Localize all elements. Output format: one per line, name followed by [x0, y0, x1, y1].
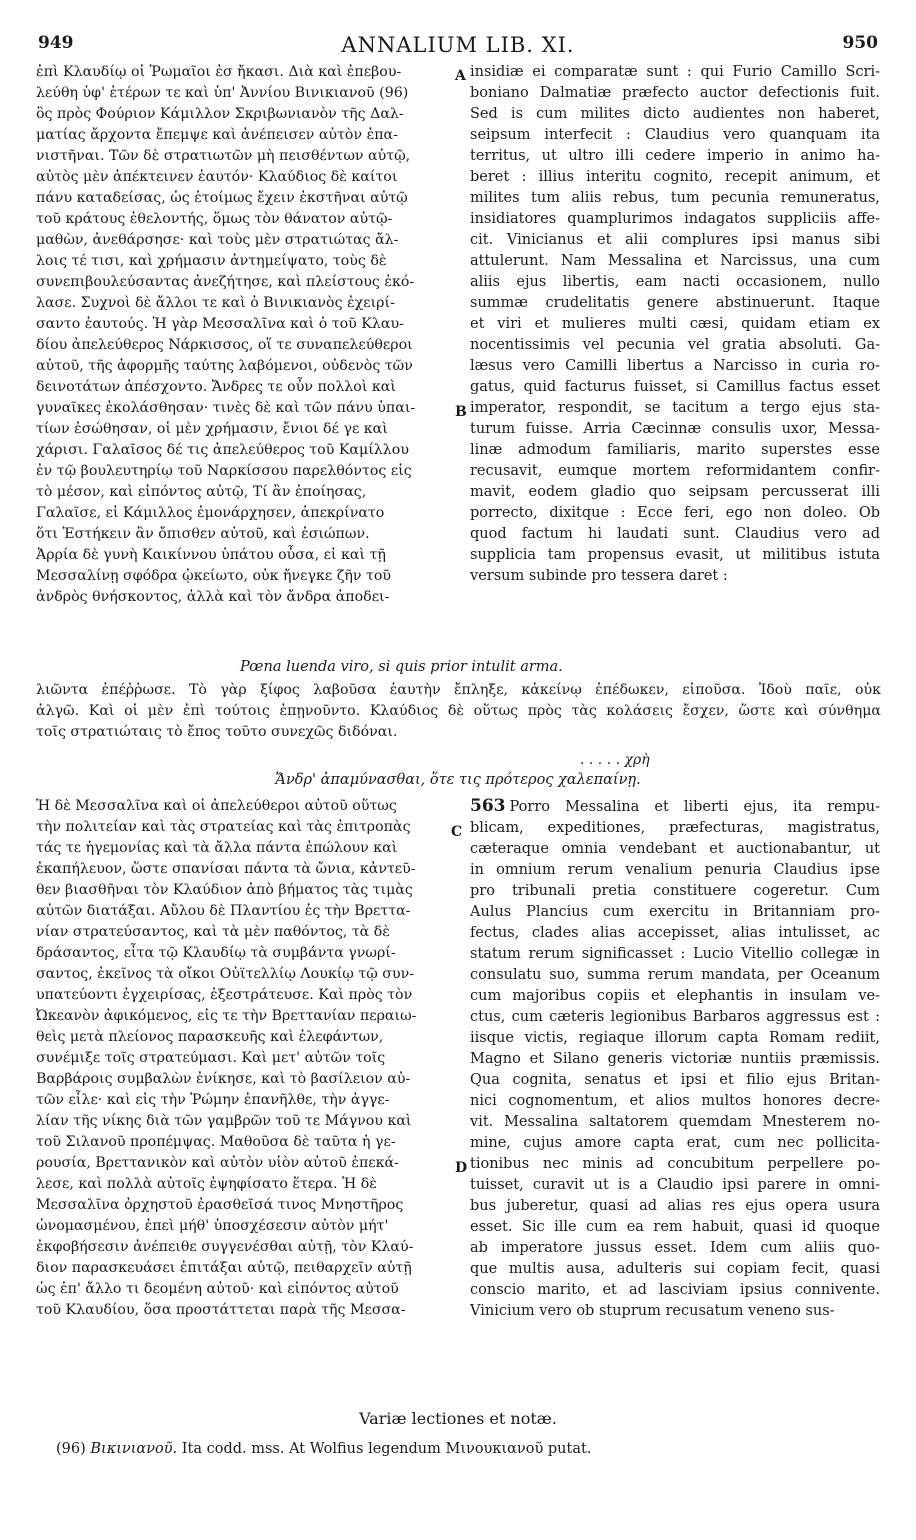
greek-text-line: τὴν πολιτείαν καὶ τὰς στρατείας καὶ τὰς ἐπιτροπὰς [36, 819, 411, 835]
latin-text-line: Sed is cum milites dicto audientes non haberet, [470, 106, 880, 122]
latin-text-line: beret : illius interitu cognito, recepit animum, et [470, 169, 880, 185]
latin-text-line: nici cognomentum, et alios multos honores decre- [470, 1093, 880, 1109]
page-number-right: 950 [842, 33, 878, 53]
greek-text-line: ὡς ἐπ' ἄλλο τι δεομένη αὐτοῦ· καὶ εἰπόντος αὐτοῦ [36, 1281, 399, 1297]
greek-text-line: λίαν τῆς νίκης διὰ τῶν γαμβρῶν τοῦ τε Μάγνου καὶ [36, 1113, 412, 1129]
latin-text-line: summæ crudelitatis genere abstinuerunt. Itaque [470, 295, 880, 311]
greek-text-line: ἐπὶ Κλαυδίῳ οἱ Ῥωμαῖοι ἐσ ἤκασι. Διὰ καὶ ἐπεβου- [36, 64, 402, 80]
note-96 [56, 1441, 591, 1457]
note-number: (96) [56, 1441, 86, 1457]
latin-text-line: recusavit, eumque mortem reformidantem confir- [470, 463, 880, 479]
latin-text-line: territus, ut ultro illi cedere imperio in animo ha- [470, 148, 880, 164]
greek-text-line: ὠνομασμένου, ἐπεὶ μήθ' ὑποσχέσεσιν αὐτὸν μήτ' [36, 1218, 389, 1234]
latin-text-line: insidiæ ei comparatæ sunt : qui Furio Camillo Scri- [470, 64, 880, 80]
greek-verse: Ἄνδρ' ἀπαμύνασθαι, ὅτε τις πρότερος χαλεπαίνῃ. [275, 772, 641, 788]
latin-text-line: nocentissimis vel pecunia vel gratia absoluti. Ga- [470, 337, 880, 353]
latin-text-line: et viri et mulieres multi cæsi, quidam etiam ex [470, 316, 880, 332]
note-word: Βικινιανοῦ. [90, 1441, 178, 1457]
latin-text-line: Qua cognita, senatus et ipsi et filio ejus Britan- [470, 1072, 880, 1088]
greek-text-line: ἐν τῷ βουλευτηρίῳ τοῦ Ναρκίσσου παρελθόντος εἰς [36, 463, 412, 479]
running-header [28, 33, 888, 55]
latin-text-line: tionibus nec minis ad concubitum perpellere po- [470, 1156, 880, 1172]
greek-text-line: μαθὼν, ἀνεθάρσησε· καὶ τοὺς μὲν στρατιώτας ἄλ- [36, 232, 399, 248]
margin-letter-a: A [455, 68, 466, 84]
latin-text-line: iisque victis, regiaque illorum capta Romam rediit, [470, 1030, 880, 1046]
latin-text-line: bus juberetur, quasi ad alias res ejus opera usura [470, 1198, 880, 1214]
greek-text-line: λιῶντα ἐπέῤῥωσε. Τὸ γὰρ ξίφος λαβοῦσα ἑαυτὴν ἔπληξε, κἀκείνῳ ἐπέδωκεν, εἰποῦσα. Ἰδοὺ παῖε, οὐκ [36, 682, 881, 698]
latin-text-line: in omnium rerum venalium penuria Claudius ipse [470, 862, 880, 878]
greek-text-line: ὅτι Ἐστήκειν ἂν ὄπισθεν αὐτοῦ, καὶ ἐσιώπων. [36, 526, 370, 542]
greek-text-line: ἐκφοβήσεσιν ἀνέπειθε συγγενέσθαι αὐτῇ, τὸν Κλαύ- [36, 1239, 414, 1255]
greek-column-bottom [36, 796, 458, 1321]
latin-text-line: Magno et Silano generis victoriæ nuntiis præmissis. [470, 1051, 880, 1067]
latin-text-line: turum fuisse. Arria Cæcinnæ consulis uxor, Messa- [470, 421, 880, 437]
greek-text-line: τοῦ κράτους ἐθελοντής, ὅμως τὸν θάνατον αὐτῷ- [36, 211, 393, 227]
greek-text-line: θεν βιασθῆναι τὸν Κλαύδιον ἀπὸ βήματος τὰς τιμὰς [36, 882, 413, 898]
greek-text-line: τῶν εἷλε· καὶ εἰς τὴν Ῥώμην ἐπανῆλθε, τὴν ἀγγε- [36, 1092, 390, 1108]
latin-text-line: vit. Messalina saltatorem quemdam Mnesterem no- [470, 1114, 880, 1130]
latin-text-line: Vinicium vero ob stuprum recusatum veneno sus- [470, 1303, 835, 1319]
greek-text-line: ὃς πρὸς Φούριον Κάμιλλον Σκριβωνιανὸν τῆς Δαλ- [36, 106, 404, 122]
latin-text-line: aliis ejus libertis, eam nacti occasionem, nullo [470, 274, 880, 290]
latin-text-line: quod factum hi laudati sunt. Claudius vero ad [470, 526, 880, 542]
latin-text-span: Porro Messalina et liberti ejus, ita rempu- [509, 799, 880, 815]
greek-verse-prefix: . . . . . χρὴ [580, 752, 650, 768]
greek-text-line: διον παρασκευάσει ἐπιτάξαι αὐτῷ, πειθαρχεῖν αὐτῇ [36, 1260, 412, 1276]
latin-column-bottom [470, 796, 880, 1322]
greek-text-line: τοῦ Κλαυδίου, ὅσα προστάττεται παρὰ τῆς Μεσσα- [36, 1302, 406, 1318]
greek-full-width-paragraph [36, 680, 881, 743]
greek-text-line: δράσαντος, εἶτα τῷ Κλαυδίῳ τὰ συμβάντα γνωρί- [36, 945, 396, 961]
latin-text-line: pro tribunali pretia constituere cogeretur. Cum [470, 883, 880, 899]
greek-text-line: λασε. Συχνοὶ δὲ ἄλλοι τε καὶ ὁ Βινικιανὸς ἐχειρί- [36, 295, 395, 311]
latin-text-line [470, 796, 880, 818]
page-number-left: 949 [38, 33, 74, 53]
latin-text-line: conscio marito, et ad lasciviam ipsius connivente. [470, 1282, 880, 1298]
greek-text-line: Βαρβάροις συμβαλὼν ἐνίκησε, καὶ τὸ βασίλειον αὐ- [36, 1071, 411, 1087]
greek-column-top [36, 62, 458, 608]
margin-letter-d: D [455, 1160, 468, 1176]
latin-text-line: imperator, respondit, se tacitum a tergo ejus sta- [470, 400, 880, 416]
latin-text-line: boniano Dalmatiæ præfecto auctor defectionis fuit. [470, 85, 880, 101]
latin-text-line: linæ admodum familiaris, marito superstes esse [470, 442, 880, 458]
latin-text-line: gatus, quid facturus fuisset, si Camillus factus esset [470, 379, 880, 395]
greek-text-line: νιστῆναι. Τῶν δὲ στρατιωτῶν μὴ πεισθέντων αὐτῷ, [36, 148, 411, 164]
greek-text-line: Ἡ δὲ Μεσσαλῖνα καὶ οἱ ἀπελεύθεροι αὐτοῦ οὕτως [36, 798, 397, 814]
greek-text-line: λοις τέ τισι, καὶ χρήμασιν ἀντημείψατο, τοὺς δὲ [36, 253, 387, 269]
note-text: Ita codd. mss. At Wolfius legendum Μινουκιανοῦ putat. [181, 1441, 592, 1457]
greek-text-line: αὐτῶν διατάξαι. Αὔλου δὲ Πλαντίου ἐς τὴν Βρεττα- [36, 903, 411, 919]
greek-text-line: νίαν στρατεύσαντος, καὶ τὰ μὲν παθόντος, τὰ δὲ [36, 924, 390, 940]
greek-text-line: σαντο ἑαυτούς. Ἡ γὰρ Μεσσαλῖνα καὶ ὁ τοῦ Κλαυ- [36, 316, 404, 332]
latin-text-line: versum subinde pro tessera daret : [470, 568, 728, 584]
latin-text-line: tuisset, curavit ut is a Claudio ipsi parere in omni- [470, 1177, 880, 1193]
latin-text-line: mine, cujus amore capta erat, cum nec pollicita- [470, 1135, 880, 1151]
latin-text-line: Aulus Plancius cum exercitu in Britanniam pro- [470, 904, 880, 920]
greek-text-line: λεσε, καὶ πολλὰ αὐτοῖς ἐψηφίσατο ἕτερα. Ἡ δὲ [36, 1176, 377, 1192]
latin-text-line: supplicia tam propensus evasit, ut militibus istuta [470, 547, 880, 563]
latin-text-line: ctus, cum cæteris legionibus Barbaros aggressus est : [470, 1009, 880, 1025]
latin-text-line: statum rerum significasset : Lucio Vitellio collegæ in [470, 946, 880, 962]
greek-text-line: τοῖς στρατιώταις τὸ ἔπος τοῦτο συνεχῶς διδόναι. [36, 724, 398, 740]
greek-text-line: αὐτὸς μὲν ἀπέκτεινεν ἑαυτόν· Κλαύδιος δὲ καίτοι [36, 169, 398, 185]
greek-text-line: σαντος, ἐκεῖνος τὰ οἴκοι Οὐϊτελλίῳ Λουκίῳ τῷ συν- [36, 966, 415, 982]
greek-text-line: τάς τε ἡγεμονίας καὶ τὰ ἄλλα πάντα ἐπώλουν καὶ [36, 840, 398, 856]
latin-text-line: cit. Vinicianus et alii complures ipsi manus sibi [470, 232, 880, 248]
greek-text-line: Ἀρρία δὲ γυνὴ Καικίννου ὑπάτου οὖσα, εἰ καὶ τῇ [36, 547, 386, 563]
greek-text-line: Μεσσαλίνῃ σφόδρα ᾠκείωτο, οὐκ ἤνεγκε ζῆν τοῦ [36, 568, 392, 584]
latin-text-line: esset. Sic ille cum ea rem habuit, quasi id quoque [470, 1219, 880, 1235]
greek-text-line: Μεσσαλῖνα ὀρχηστοῦ ἐρασθεῖσά τινος Μνηστῆρος [36, 1197, 404, 1213]
section-number: 563 [470, 796, 506, 816]
margin-letter-b: B [455, 404, 467, 420]
greek-text-line: ρουσία, Βρεττανικὸν καὶ αὐτὸν υἱὸν αὐτοῦ ἐπεκά- [36, 1155, 399, 1171]
greek-text-line: συνέμιξε τοῖς στρατεύμασι. Καὶ μετ' αὐτῶν τοῖς [36, 1050, 386, 1066]
latin-text-line: mavit, eodem gladio quo seipsam percusserat illi [470, 484, 880, 500]
greek-text-line: δεινοτάτων ἀπέσχοντο. Ἄνδρες τε οὖν πολλοὶ καὶ [36, 379, 396, 395]
greek-text-line: τίων ἐσώθησαν, οἱ μὲν χρήμασιν, ἔνιοι δέ γε καὶ [36, 421, 388, 437]
greek-text-line: αὐτοῦ, τῆς ἀφορμῆς ταύτης λαβόμενοι, οὐδενὸς τῶν [36, 358, 413, 374]
greek-text-line: τὸ μέσον, καὶ εἰπόντος αὐτῷ, Τί ἂν ἐποίησας, [36, 484, 367, 500]
latin-text-line: porrecto, dixitque : Ecce feri, ego non doleo. Ob [470, 505, 880, 521]
greek-text-line: ἐκαπήλευον, ὥστε σπανίσαι πάντα τὰ ὤνια, κἀντεῦ- [36, 861, 416, 877]
latin-text-line: insidiatores quamplurimos indagatos suppliciis affe- [470, 211, 880, 227]
greek-text-line: Ὠκεανὸν ἀφικόμενος, εἰς τε τὴν Βρεττανίαν περαιω- [36, 1008, 417, 1024]
latin-text-line: consulatu suo, summa rerum mandata, per Oceanum [470, 967, 880, 983]
latin-text-line: ab imperatore jussus esset. Idem cum aliis quo- [470, 1240, 880, 1256]
greek-text-line: ἀλγῶ. Καὶ οἱ μὲν ἐπὶ τούτοις ἐπῃνοῦντο. Κλαύδιος δὲ οὕτως πρὸς τὰς κολάσεις ἔσχεν, ὥστε καὶ σύνθημα [36, 703, 881, 719]
greek-text-line: χάρισι. Γαλαῖσος δέ τις ἀπελεύθερος τοῦ Καμίλλου [36, 442, 409, 458]
latin-text-line: cum majoribus copiis et elephantis in insulam ve- [470, 988, 880, 1004]
greek-text-line: λεύθη ὑφ' ἑτέρων τε καὶ ὑπ' Ἀννίου Βινικιανοῦ (96) [36, 85, 409, 101]
latin-text-line: blicam, expeditiones, præfecturas, magistratus, [470, 820, 880, 836]
margin-letter-c: C [451, 824, 463, 840]
greek-text-line: δίου ἀπελεύθερος Νάρκισσος, οἵ τε συναπελεύθεροι [36, 337, 413, 353]
notes-title: Variæ lectiones et notæ. [359, 1409, 557, 1428]
greek-text-line: πάνυ καταδείσας, ὡς ἑτοίμως ἔχειν ἐκστῆναι αὐτῷ [36, 190, 408, 206]
latin-text-line: que multis ausa, adulteris sui copiam fecit, quasi [470, 1261, 880, 1277]
greek-text-line: Γαλαῖσε, εἰ Κάμιλλος ἐμονάρχησεν, ἀπεκρίνατο [36, 505, 385, 521]
greek-text-line: θεὶς μετὰ πλείονος παρασκευῆς καὶ ἐλεφάντων, [36, 1029, 384, 1045]
greek-text-line: ματίας ἄρχοντα ἔπεμψε καὶ ἀνέπεισεν αὐτὸν ἐπα- [36, 127, 398, 143]
greek-text-line: γυναῖκες ἐκολάσθησαν· τινὲς δὲ καὶ τῶν πάνυ ὑπαι- [36, 400, 416, 416]
latin-text-line: cæteraque omnia vendebant et auctionabantur, ut [470, 841, 880, 857]
latin-text-line: seipsum interfecit : Claudius vero quanquam ita [470, 127, 880, 143]
running-title: ANNALIUM LIB. XI. [341, 33, 575, 57]
greek-text-line: ἀνδρὸς θνήσκοντος, ἀλλὰ καὶ τὸν ἄνδρα ἀποδει- [36, 589, 390, 605]
greek-text-line: συνεπιβουλεύσαντας ἀνεζήτησε, καὶ πλείστους ἐκό- [36, 274, 415, 290]
latin-verse: Pœna luenda viro, si quis prior intulit arma. [240, 659, 563, 675]
greek-text-line: υπατεύοντι ἐγχειρίσας, ἐξεστράτευσε. Καὶ πρὸς τὸν [36, 987, 413, 1003]
latin-text-line: milites tum aliis rebus, tum pecunia remuneratus, [470, 190, 880, 206]
latin-text-line: læsus vero Camilli libertus a Narcisso in curia ro- [470, 358, 880, 374]
latin-text-line: fectus, clades alias accepisset, alias intulisset, ac [470, 925, 880, 941]
latin-text-line: attulerunt. Nam Messalina et Narcissus, una cum [470, 253, 880, 269]
greek-text-line: τοῦ Σιλανοῦ προπέμψας. Μαθοῦσα δὲ ταῦτα ἡ γε- [36, 1134, 396, 1150]
latin-column-top [470, 62, 880, 587]
